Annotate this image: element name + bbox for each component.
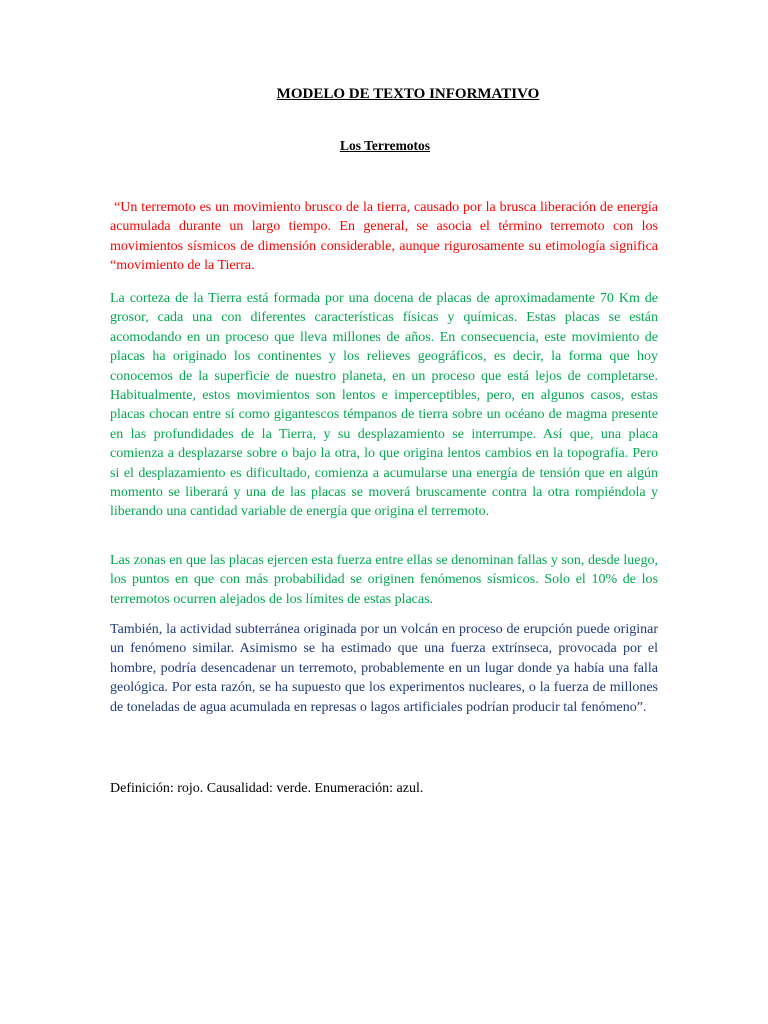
paragraph-enumeration: También, la actividad subterránea originada por un volcán en proceso de erupción puede originar un fenómeno similar. Asimismo se ha estimado que una fuerza extrínseca, provocada por el hombre, podría desencadenar un terremoto, probablemente en un lugar donde ya había una falla geológica. Por esta razón, se ha supuesto que los experimentos nucleares, o la fuerza de millones de toneladas de agua acumulada en represas o lagos artificiales podrían producir tal fenómeno”. xyxy=(110,622,658,715)
document-subtitle: Los Terremotos xyxy=(339,138,431,153)
paragraph-causality-2: Las zonas en que las placas ejercen esta fuerza entre ellas se denominan fallas y son, desde luego, los puntos en que con más probabilidad se originen fenómenos sísmicos. Solo el 10% de los terremotos ocurren alejados de los límites de estas placas. xyxy=(110,553,658,607)
color-legend: Definición: rojo. Causalidad: verde. Enumeración: azul. xyxy=(110,781,424,796)
paragraph-definition: “Un terremoto es un movimiento brusco de la tierra, causado por la brusca liberación de energía acumulada durante un largo tiempo. En general, se asocia el término terremoto con los movimientos sísmicos de dimensión considerable, aunque rigurosamente su etimología significa “movimiento de la Tierra. xyxy=(110,200,658,274)
document-title: MODELO DE TEXTO INFORMATIVO xyxy=(276,86,540,102)
paragraph-causality-1: La corteza de la Tierra está formada por una docena de placas de aproximadamente 70 Km de grosor, cada una con diferentes características físicas y químicas. Estas placas se están acomodando en un proceso que lleva millones de años. En consecuencia, este movimiento de placas ha originado los continentes y los relieves geográficos, es decir, la forma que hoy conocemos de la superficie de nuestro planeta, en un proceso que está lejos de completarse. Habitualmente, estos movimientos son lentos e imperceptibles, pero, en algunos casos, estas placas chocan entre sí como gigantescos témpanos de tierra sobre un océano de magma presente en las profundidades de la Tierra, y su desplazamiento se interrumpe. Así que, una placa comienza a desplazarse sobre o bajo la otra, lo que origina lentos cambios en la topografía. Pero si el desplazamiento es dificultado, comienza a acumularse una energía de tensión que en algún momento se liberará y una de las placas se moverá bruscamente contra la otra rompiéndola y liberando una cantidad variable de energía que origina el terremoto. xyxy=(110,291,658,520)
